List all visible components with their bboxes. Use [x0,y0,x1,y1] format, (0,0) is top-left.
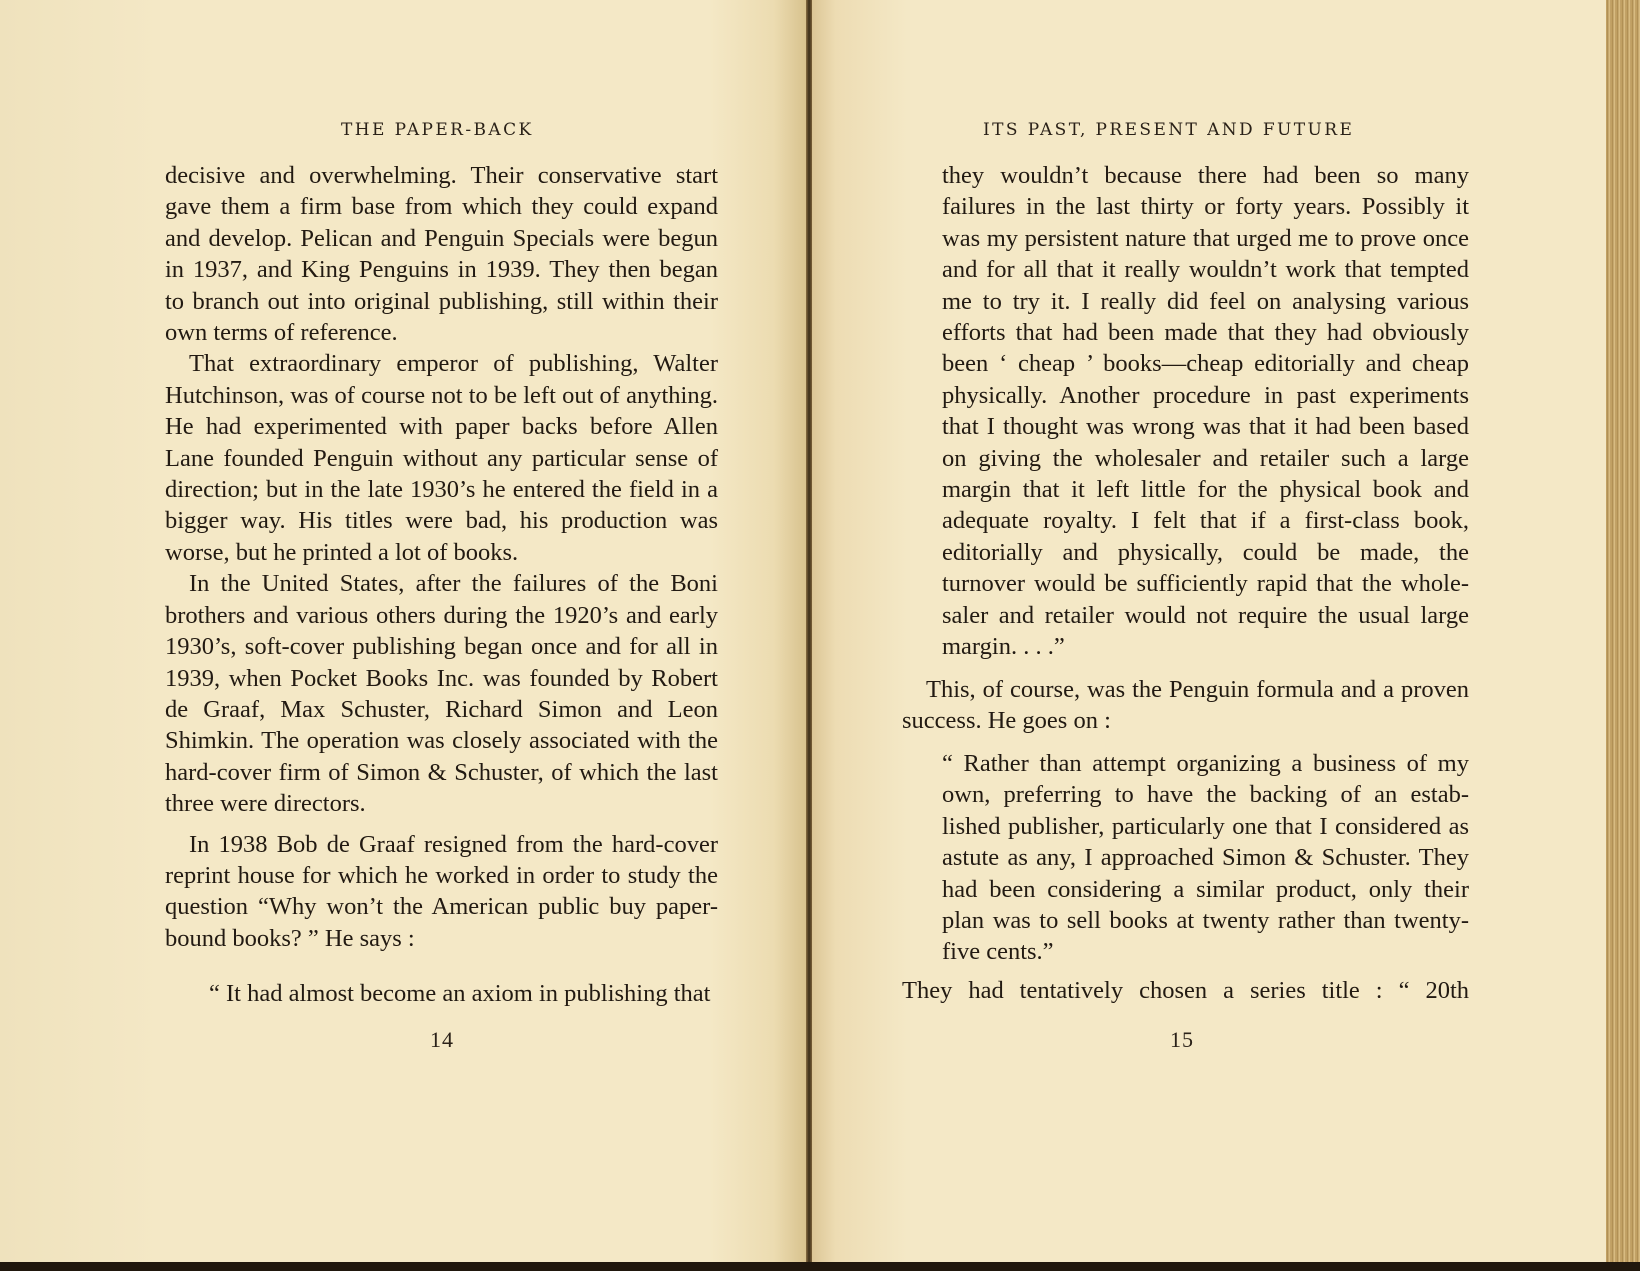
running-head: THE PAPER-BACK [341,120,534,140]
paragraph: They had tentatively chosen a series title : “ 20th [902,977,1469,1004]
page-number: 15 [1170,1027,1194,1052]
page-number: 14 [430,1027,454,1052]
quote-text: they wouldn’t because there had been so many failures in the last thirty or forty years. Possibly it was my persistent nature that urged me to prove once and for all that it really wouldn’t work that tempted me to try it. I really did feel on analysing various efforts that had been made that they had obviously been ‘ cheap ’ books—cheap editorially and cheap physically. Another procedure in past experiments that I thought was wrong was that it had been based on giving the wholesaler and retailer such a large margin that it left little for the physical book and adequate royalty. I felt that if a first-class book, editorially and physically, could be made, the turnover would be sufficiently rapid that the whole-saler and retailer would not require the usual large margin. . . .” [942,162,1469,661]
running-head: ITS PAST, PRESENT AND FUTURE [983,120,1355,140]
body-text [165,160,718,954]
paragraph: In the United States, after the failures of the Boni brothers and various others during the 1920’s and early 1930’s, soft-cover publishing began once and for all in 1939, when Pocket Books Inc. was founded by Robert de Graaf, Max Schuster, Richard Simon and Leon Shimkin. The operation was closely associated with the hard-cover firm of Simon & Schuster, of which the last three were directors. [165,570,718,818]
paragraph: That extraordinary emperor of publishing, Walter Hutchinson, was of course not to be left out of anything. He had experimented with paper backs before Allen Lane founded Penguin without any particular sense of direction; but in the late 1930’s he entered the field in a bigger way. His titles were bad, his production was worse, but he printed a lot of books. [165,350,718,566]
block-quote [942,748,1469,968]
block-quote [942,160,1469,663]
body-text [902,975,1469,1006]
paragraph: In 1938 Bob de Graaf resigned from the hard-cover reprint house for which he worked in order to study the question “Why won’t the American public buy paper-bound books? ” He says : [165,830,718,952]
body-text [902,674,1469,737]
page-edges [1606,0,1640,1271]
left-page [0,0,806,1262]
right-page [812,0,1606,1262]
paragraph: This, of course, was the Penguin formula and a proven success. He goes on : [902,676,1469,735]
paragraph: decisive and overwhelming. Their conservative start gave them a firm base from which they could expand and develop. Pelican and Penguin Specials were begun in 1937, and King Penguins in 1939. They then began to branch out into original publishing, still within their own terms of reference. [165,162,718,347]
quote-text: “ Rather than attempt organizing a business of my own, preferring to have the backing of an estab-lished publisher, particularly one that I considered as astute as any, I approached Simon & Schuster. They had been considering a similar product, only their plan was to sell books at twenty rather than twenty-five cents.” [942,750,1469,966]
block-quote [209,978,718,1009]
bottom-edge [0,1262,1640,1271]
quote-text: “ It had almost become an axiom in publishing that [209,980,711,1007]
